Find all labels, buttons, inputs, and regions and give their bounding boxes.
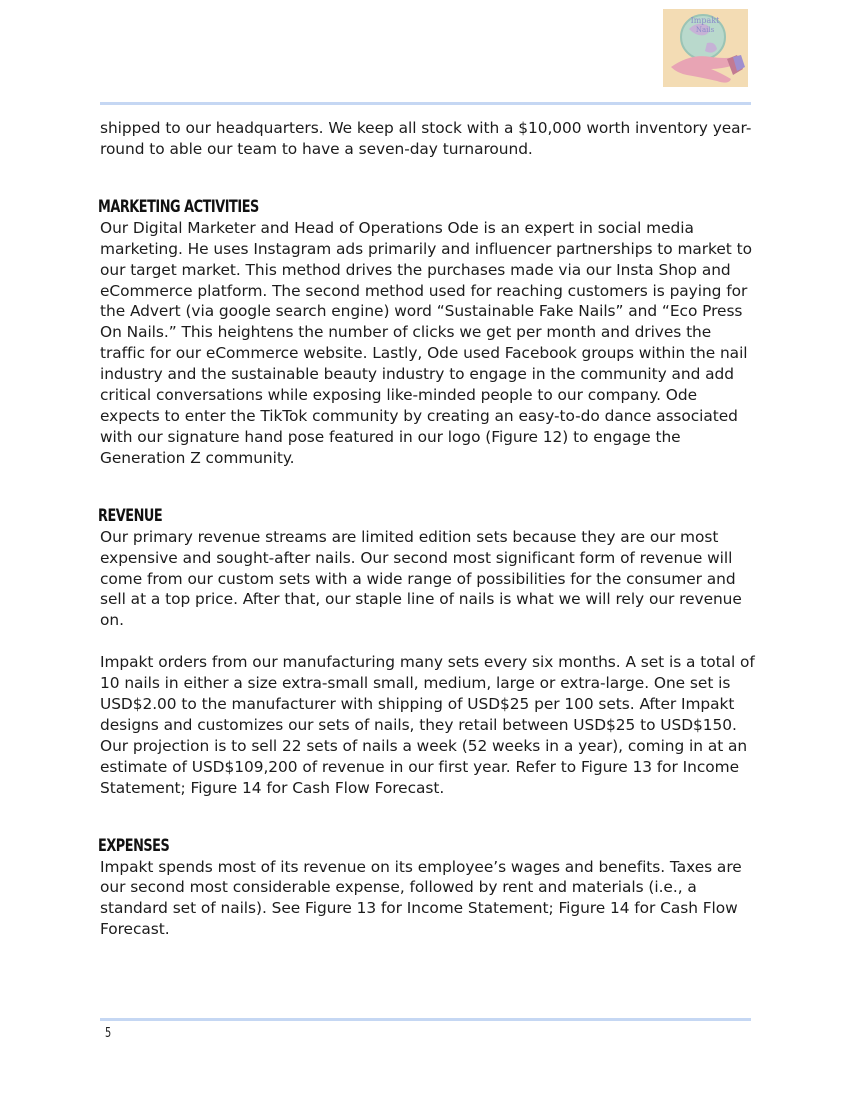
svg-text:Impakt: Impakt	[690, 16, 720, 25]
revenue-paragraph-2: Impakt orders from our manufacturing many sets every six months. A set is a total of 10 nails in either a size extra-small small, medium, large or extra-large. One set is USD$2.00 to the manufacturer with shipping of USD$25 per 100 sets. After Impakt designs and customizes our sets of nails, they retail between USD$25 to USD$150. Our projection is to sell 22 sets of nails a week (52 weeks in a year), coming in at an estimate of USD$109,200 of revenue in our first year. Refer to Figure 13 for Income Statement; Figure 14 for Cash Flow Forecast.	[100, 653, 755, 797]
intro-section	[100, 118, 755, 160]
expenses-heading: EXPENSES	[98, 835, 170, 855]
revenue-section	[100, 505, 755, 799]
logo-globe-hand-icon	[663, 9, 748, 87]
svg-text:Nails: Nails	[695, 26, 715, 34]
footer-divider	[100, 1018, 751, 1021]
company-logo	[663, 9, 748, 87]
page-number: 5	[105, 1026, 112, 1041]
intro-paragraph: shipped to our headquarters. We keep all stock with a $10,000 worth inventory year-round to able our team to have a seven-day turnaround.	[100, 119, 752, 158]
expenses-paragraph: Impakt spends most of its revenue on its employee’s wages and benefits. Taxes are our second most considerable expense, followed by rent and materials (i.e., a standard set of nails). See Figure 13 for Income Statement; Figure 14 for Cash Flow Forecast.	[100, 857, 742, 939]
revenue-heading: REVENUE	[98, 505, 163, 525]
expenses-section	[100, 835, 755, 941]
revenue-paragraph-1: Our primary revenue streams are limited edition sets because they are our most expensive and sought-after nails. Our second most significant form of revenue will come from our custom sets with a wide range of possibilities for the consumer and sell at a top price. After that, our staple line of nails is what we will rely our revenue on.	[100, 527, 742, 630]
marketing-heading: MARKETING ACTIVITIES	[98, 196, 259, 216]
page-content	[100, 118, 755, 940]
marketing-section	[100, 196, 755, 469]
header-divider	[100, 102, 751, 105]
marketing-paragraph: Our Digital Marketer and Head of Operations Ode is an expert in social media marketing. He uses Instagram ads primarily and influencer partnerships to market to our target market. This method drives the purchases made via our Insta Shop and eCommerce platform. The second method used for reaching customers is paying for the Advert (via google search engine) word “Sustainable Fake Nails” and “Eco Press On Nails.” This heightens the number of clicks we get per month and drives the traffic for our eCommerce website. Lastly, Ode used Facebook groups within the nail industry and the sustainable beauty industry to engage in the community and add critical conversations while exposing like-minded people to our company. Ode expects to enter the TikTok community by creating an easy-to-do dance associated with our signature hand pose featured in our logo (Figure 12) to engage the Generation Z community.	[100, 218, 752, 467]
